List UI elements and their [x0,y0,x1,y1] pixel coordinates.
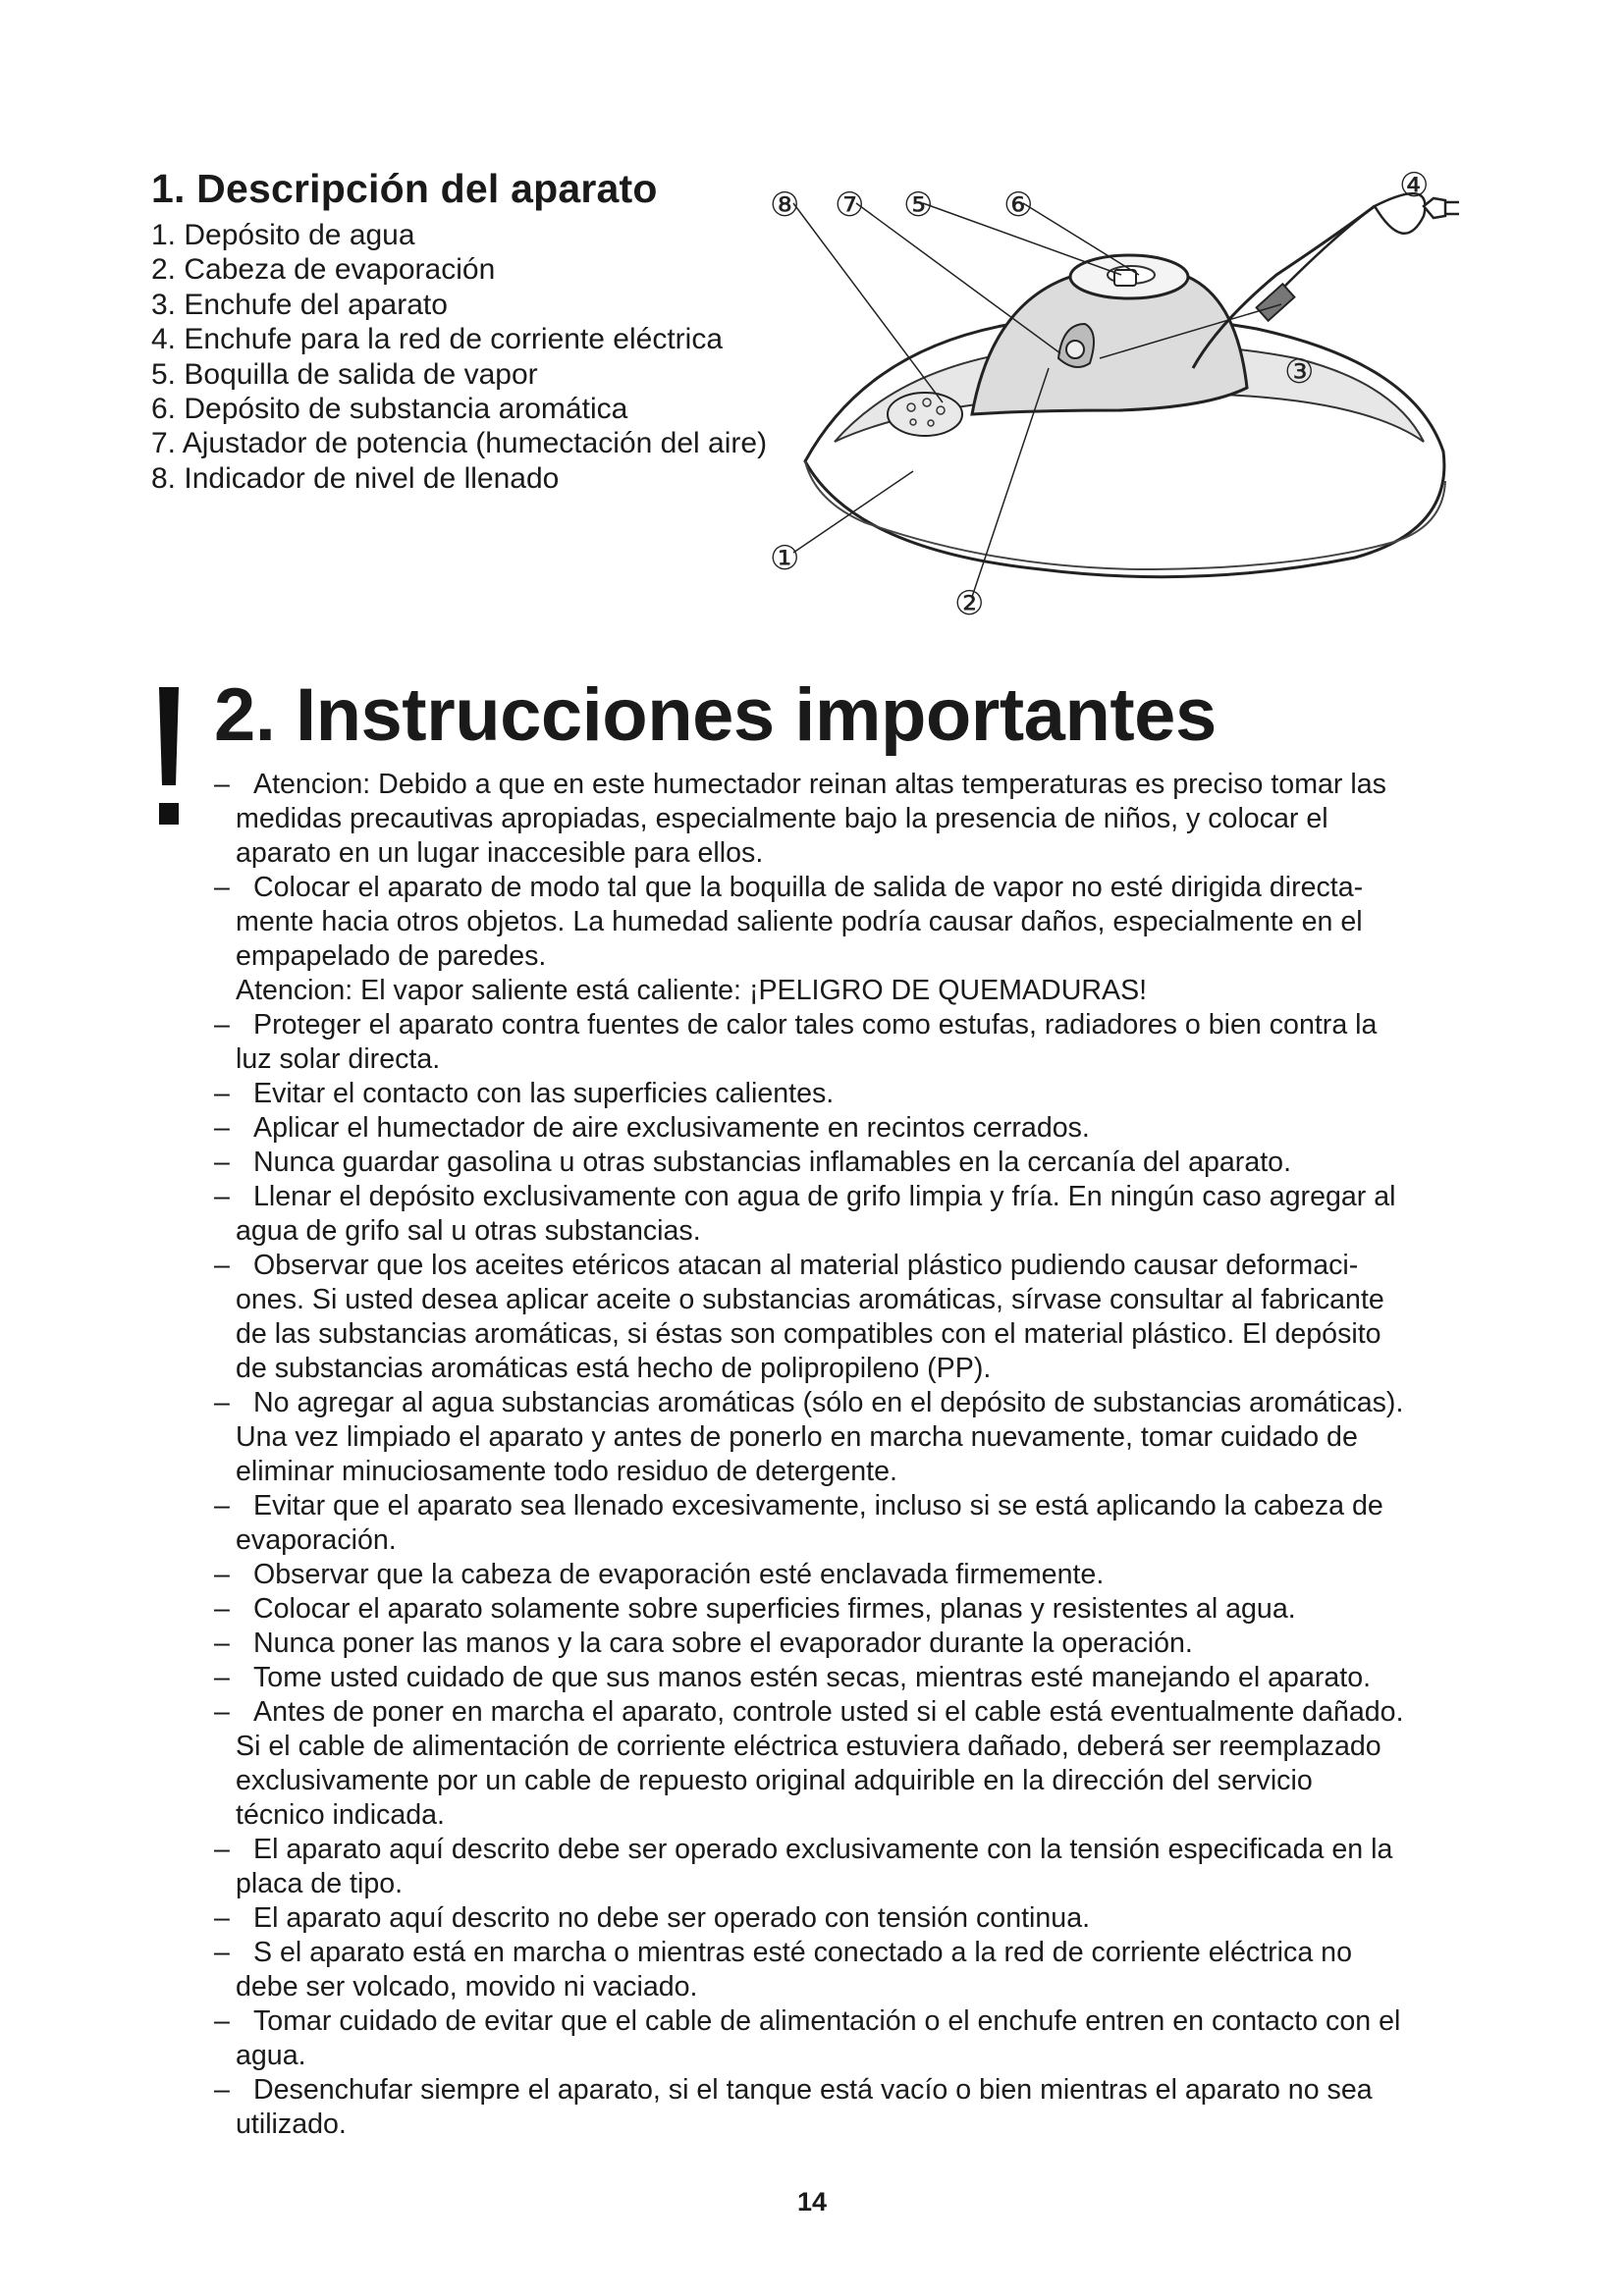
parts-list-number: 3. [151,288,177,321]
parts-list-number: 1. [151,219,177,251]
instruction-item [214,2073,1510,2142]
bullet-dash: – [214,769,230,800]
parts-list-label: Depósito de substancia aromática [184,393,628,426]
callout-7: ⑦ [835,186,865,225]
parts-list [151,218,799,496]
instruction-line: Una vez limpiado el aparato y antes de ponerlo en marcha nuevamente, tomar cuidado de [236,1421,1358,1453]
instruction-line: agua de grifo sal u otras substancias. [236,1215,701,1247]
bullet-dash: – [214,1559,230,1590]
parts-list-number: 2. [151,253,177,287]
parts-list-item [151,392,799,426]
instruction-line: evaporación. [236,1524,397,1556]
aroma-tank [1114,270,1136,286]
instruction-item [214,1180,1510,1249]
bullet-dash: – [214,1902,230,1934]
instruction-item [214,1627,1510,1661]
instruction-line: ones. Si usted desea aplicar aceite o substancias aromáticas, sírvase consultar al fabricante [236,1284,1384,1315]
parts-list-label: Depósito de agua [184,219,415,251]
instruction-line: placa de tipo. [236,1868,404,1899]
callout-8: ⑧ [770,186,800,225]
callout-5: ⑤ [903,186,934,225]
instructions-list [214,768,1510,2142]
bullet-dash: – [214,872,230,903]
instruction-line: agua. [236,2040,306,2071]
instructions-section [214,671,1510,2142]
parts-list-label: Boquilla de salida de vapor [184,357,538,391]
instruction-line: Tomar cuidado de evitar que el cable de alimentación o el enchufe entren en contacto con el [253,2005,1401,2037]
parts-list-item [151,252,799,287]
description-section [151,165,799,496]
instruction-line: Llenar el depósito exclusivamente con agua de grifo limpia y fría. En ningún caso agregar al [253,1181,1396,1212]
instruction-item [214,871,1510,1008]
bullet-dash: – [214,1250,230,1281]
instruction-line: Tome usted cuidado de que sus manos estén secas, mientras esté manejando el aparato. [253,1662,1372,1693]
instruction-line: Nunca guardar gasolina u otras substancias inflamables en la cercanía del aparato. [253,1147,1292,1178]
callout-2: ② [954,584,985,623]
instruction-item [214,1901,1510,1936]
callout-1: ① [770,539,800,578]
instruction-line: utilizado. [236,2109,347,2140]
instruction-item [214,1146,1510,1180]
bullet-dash: – [214,1696,230,1728]
callout-3: ③ [1284,352,1315,392]
instruction-item [214,1249,1510,1386]
instruction-line: Antes de poner en marcha el aparato, controle usted si el cable está eventualmente dañado. [253,1696,1404,1728]
bullet-dash: – [214,1937,230,1968]
instruction-line: empapelado de paredes. [236,940,547,972]
section-1-heading: 1. Descripción del aparato [151,166,658,211]
instruction-line: de las substancias aromáticas, si éstas son compatibles con el material plástico. El depósito [236,1318,1381,1350]
parts-list-item [151,357,799,392]
instruction-line: Observar que los aceites etéricos atacan al material plástico pudiendo causar deformaci- [253,1250,1359,1281]
parts-list-number: 5. [151,357,177,391]
instruction-item [214,1592,1510,1627]
instruction-item [214,1489,1510,1558]
parts-list-item [151,218,799,252]
device-plug [1257,284,1295,320]
bullet-dash: – [214,1834,230,1865]
section-2-heading: 2. Instrucciones importantes [214,673,1217,757]
instruction-line: Evitar el contacto con las superficies calientes. [253,1078,835,1109]
leader-line-7 [856,203,1060,353]
parts-list-item [151,426,799,460]
bullet-dash: – [214,1112,230,1144]
parts-list-item [151,288,799,322]
bullet-dash: – [214,1387,230,1418]
bullet-dash: – [214,1181,230,1212]
instruction-line: El aparato aquí descrito no debe ser operado con tensión continua. [253,1902,1091,1934]
bullet-dash: – [214,1490,230,1522]
instruction-line: exclusivamente por un cable de repuesto original adquirible en la dirección del servicio [236,1765,1313,1796]
instruction-line: Atencion: El vapor saliente está caliente: ¡PELIGRO DE QUEMADURAS! [236,975,1148,1006]
instruction-line: Evitar que el aparato sea llenado excesivamente, incluso si se está aplicando la cabeza de [253,1490,1383,1522]
parts-list-number: 7. [151,427,177,460]
parts-list-label: Ajustador de potencia (humectación del aire) [182,427,768,460]
bullet-dash: – [214,2074,230,2106]
instruction-item [214,2004,1510,2073]
power-cord-loop [1284,193,1425,287]
instruction-line: Colocar el aparato de modo tal que la boquilla de salida de vapor no esté dirigida directa- [253,872,1364,903]
instruction-line: Observar que la cabeza de evaporación esté enclavada firmemente. [253,1559,1105,1590]
callout-6: ⑥ [1003,186,1034,225]
callout-4: ④ [1399,166,1430,205]
adjuster-ring [1066,341,1084,358]
instruction-line: Colocar el aparato solamente sobre superficies firmes, planas y resistentes al agua. [253,1593,1296,1625]
instruction-item [214,1833,1510,1901]
leader-line-8 [793,203,943,402]
instruction-line: Atencion: Debido a que en este humectador reinan altas temperaturas es preciso tomar las [253,769,1386,800]
instruction-line: medidas precautivas apropiadas, especialmente bajo la presencia de niños, y colocar el [236,803,1328,834]
instruction-line: Nunca poner las manos y la cara sobre el evaporador durante la operación. [253,1628,1193,1659]
parts-list-label: Indicador de nivel de llenado [184,461,560,495]
instruction-item [214,1661,1510,1695]
instruction-line: técnico indicada. [236,1799,446,1831]
instruction-line: aparato en un lugar inaccesible para ellos. [236,837,764,869]
parts-list-number: 8. [151,461,177,495]
parts-list-number: 4. [151,323,177,356]
bullet-dash: – [214,1628,230,1659]
instruction-item [214,1558,1510,1592]
bullet-dash: – [214,1593,230,1625]
bullet-dash: – [214,1078,230,1109]
instruction-line: eliminar minuciosamente todo residuo de detergente. [236,1456,897,1487]
parts-list-item [151,322,799,356]
instruction-line: No agregar al agua substancias aromáticas (sólo en el depósito de substancias aromáticas). [253,1387,1404,1418]
parts-list-item [151,461,799,496]
instruction-item [214,1695,1510,1833]
parts-list-label: Cabeza de evaporación [184,253,496,287]
bullet-dash: – [214,1147,230,1178]
instruction-line: Proteger el aparato contra fuentes de calor tales como estufas, radiadores o bien contra la [253,1009,1378,1041]
warning-exclamation-icon [157,687,181,825]
bullet-dash: – [214,2005,230,2037]
instruction-item [214,1936,1510,2004]
instruction-item [214,1008,1510,1077]
parts-list-number: 6. [151,393,177,426]
instruction-item [214,768,1510,871]
instruction-line: Aplicar el humectador de aire exclusivamente en recintos cerrados. [253,1112,1090,1144]
instruction-line: Desenchufar siempre el aparato, si el tanque está vacío o bien mientras el aparato no sea [253,2074,1373,2106]
instruction-line: debe ser volcado, movido ni vaciado. [236,1971,698,2002]
instruction-line: El aparato aquí descrito debe ser operado exclusivamente con la tensión especificada en la [253,1834,1393,1865]
bullet-dash: – [214,1009,230,1041]
instruction-line: S el aparato está en marcha o mientras esté conectado a la red de corriente eléctrica no [253,1937,1352,1968]
instruction-line: de substancias aromáticas está hecho de polipropileno (PP). [236,1353,992,1384]
instruction-line: Si el cable de alimentación de corriente eléctrica estuviera dañado, deberá ser reemplazado [236,1731,1381,1762]
bullet-dash: – [214,1662,230,1693]
instruction-item [214,1111,1510,1146]
instruction-line: luz solar directa. [236,1043,441,1075]
humidifier-diagram [746,157,1492,628]
instruction-line: mente hacia otros objetos. La humedad saliente podría causar daños, especialmente en el [236,906,1363,937]
parts-list-label: Enchufe para la red de corriente eléctrica [184,323,724,356]
parts-list-label: Enchufe del aparato [184,288,448,321]
instruction-item [214,1386,1510,1489]
page-number: 14 [796,2187,828,2216]
instruction-item [214,1077,1510,1111]
